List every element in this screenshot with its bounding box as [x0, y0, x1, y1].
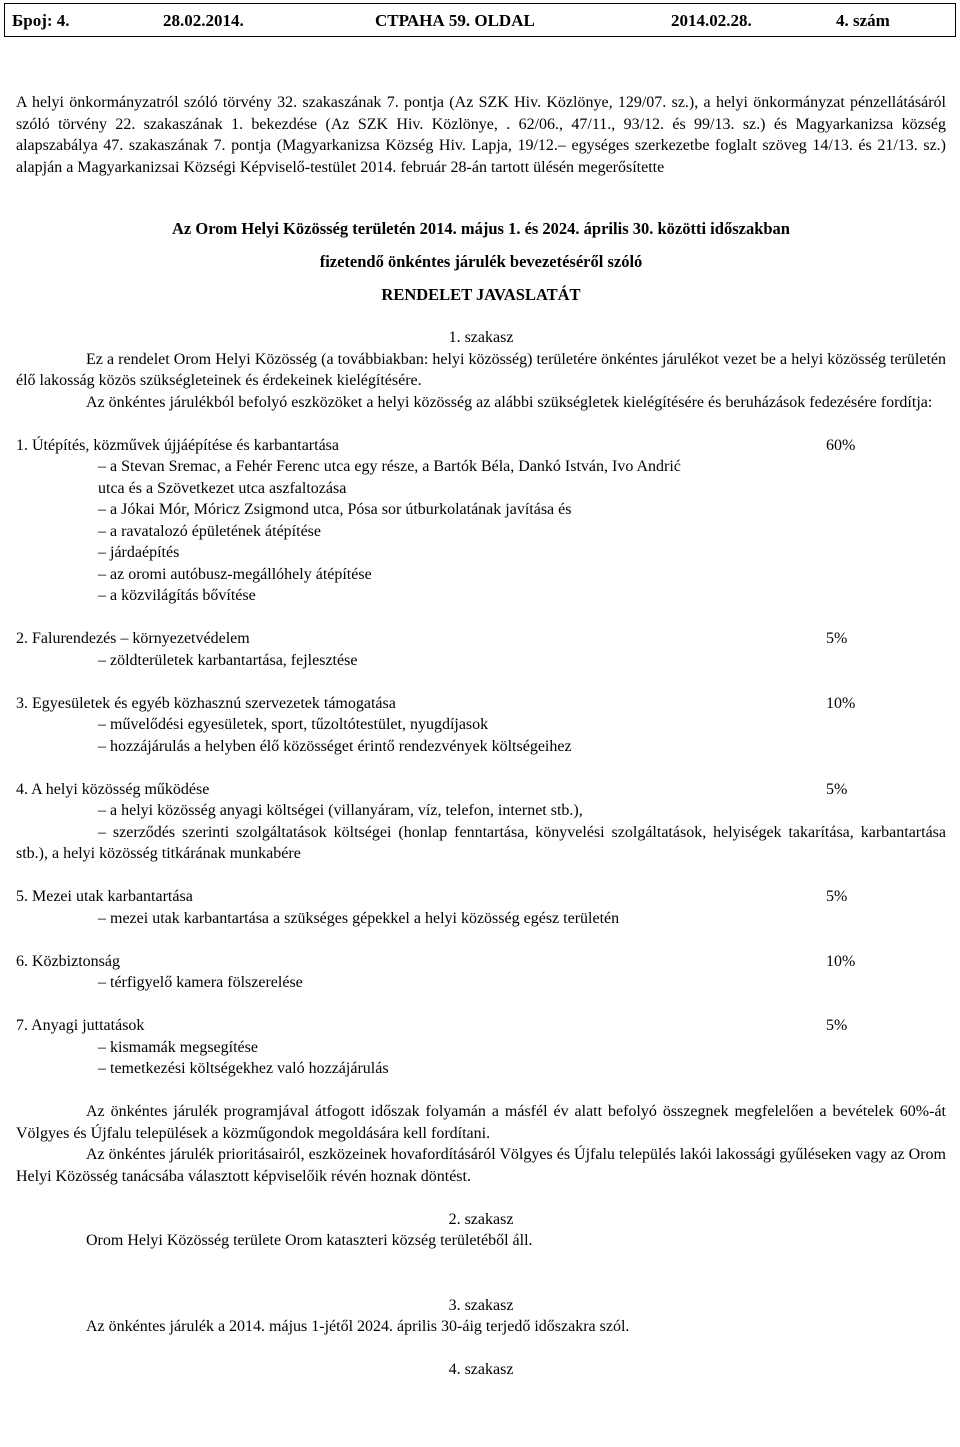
- item-6-sub-1: – térfigyelő kamera fölszerelése: [98, 974, 303, 991]
- header-broj: Број: 4.: [12, 11, 70, 30]
- item-4-sub-2: – szerződés szerinti szolgáltatások költségei (honlap fenntartása, könyvelési szolgáltatások, helyiségek takarítása, karbantartása stb.), a helyi közösség titkárának munkabére: [16, 823, 946, 862]
- section-4-heading: 4. szakasz: [448, 1361, 514, 1378]
- item-5: [16, 886, 946, 929]
- item-6: [16, 951, 946, 994]
- item-1: [16, 435, 946, 607]
- item-1-sub-6: – az oromi autóbusz-megállóhely átépítése: [98, 565, 372, 583]
- item-5-label: 5. Mezei utak karbantartása: [16, 888, 193, 905]
- closing-paragraph-1: Az önkéntes járulék programjával átfogott időszak folyamán a másfél év alatt befolyó összegnek megfelelően a bevételek 60%-át Völgyes és Újfalu települések a közműgondok megoldására kell fordítani.: [16, 1103, 946, 1142]
- item-2-label: 2. Falurendezés – környezetvédelem: [16, 630, 250, 647]
- section-2-text: Orom Helyi Közösség területe Orom kataszteri község területéből áll.: [86, 1232, 533, 1249]
- item-7: [16, 1015, 946, 1080]
- item-4: [16, 779, 946, 865]
- closing-paragraph-2: Az önkéntes járulék prioritásairól, eszközeinek hovafordításáról Völgyes és Újfalu település lakói lakossági gyűléseken vagy az Orom Helyi Közösség tanácsába választott képviselőik révén hoznak döntést.: [16, 1146, 946, 1185]
- item-7-label: 7. Anyagi juttatások: [16, 1017, 145, 1034]
- item-1-sub-2: utca és a Szövetkezet utca aszfaltozása: [98, 479, 347, 497]
- item-3-sub-2: – hozzájárulás a helyben élő közösséget érintő rendezvények költségeihez: [98, 737, 572, 755]
- item-3: [16, 693, 946, 758]
- item-5-percent: 5%: [826, 888, 848, 905]
- item-1-label: 1. Útépítés, közművek újjáépítése és karbantartása: [16, 436, 339, 454]
- section-3-heading: 3. szakasz: [448, 1296, 514, 1314]
- title-line-1: Az Orom Helyi Közösség területén 2014. május 1. és 2024. április 30. közötti időszakban: [172, 219, 790, 238]
- item-2-percent: 5%: [826, 630, 848, 647]
- item-4-percent: 5%: [826, 780, 848, 798]
- item-3-label: 3. Egyesületek és egyéb közhasznú szervezetek támogatása: [16, 694, 396, 712]
- item-2-sub-1: – zöldterületek karbantartása, fejlesztése: [98, 651, 358, 669]
- item-5-sub-1: – mezei utak karbantartása a szükséges gépekkel a helyi közösség egész területén: [98, 909, 620, 927]
- header-date-cyrillic: 28.02.2014.: [163, 11, 244, 30]
- header-issue-number: 4. szám: [836, 11, 890, 30]
- item-1-sub-3: – a Jókai Mór, Móricz Zsigmond utca, Pósa sor útburkolatának javítása és: [98, 501, 572, 518]
- header-page-number: СТРАНА 59. OLDAL: [375, 11, 535, 30]
- item-4-sub-1: – a helyi közösség anyagi költségei (villanyáram, víz, telefon, internet stb.),: [98, 802, 583, 819]
- item-6-label: 6. Közbiztonság: [16, 952, 120, 970]
- document-body: [16, 92, 946, 1381]
- section-1-paragraph-1: Ez a rendelet Orom Helyi Közösség (a továbbiakban: helyi közösség) területére önkéntes járulékot vezet be a helyi közösség területén élő lakosság közös szükségleteinek és érdekeinek kielégítésére.: [16, 350, 946, 389]
- item-3-sub-1: – művelődési egyesületek, sport, tűzoltótestület, nyugdíjasok: [98, 716, 489, 733]
- section-3-text: Az önkéntes járulék a 2014. május 1-jétől 2024. április 30-áig terjedő időszakra szól.: [86, 1318, 630, 1335]
- section-1-paragraph-2: Az önkéntes járulékból befolyó eszközöket a helyi közösség az alábbi szükségletek kielégítésére és beruházások fedezésére fordítja:: [86, 393, 933, 411]
- title-line-3: RENDELET JAVASLATÁT: [381, 285, 581, 304]
- item-1-sub-5: – járdaépítés: [98, 544, 180, 561]
- item-1-sub-4: – a ravatalozó épületének átépítése: [98, 522, 321, 540]
- item-1-percent: 60%: [826, 436, 856, 454]
- section-2-heading: 2. szakasz: [448, 1210, 514, 1228]
- item-7-sub-2: – temetkezési költségekhez való hozzájárulás: [98, 1060, 389, 1077]
- item-1-sub-1: – a Stevan Sremac, a Fehér Ferenc utca egy része, a Bartók Béla, Dankó István, Ivo Andrić: [98, 458, 681, 475]
- item-7-sub-1: – kismamák megsegítése: [98, 1038, 258, 1056]
- section-1-heading: 1. szakasz: [448, 329, 514, 346]
- item-4-label: 4. A helyi közösség működése: [16, 780, 210, 798]
- item-6-percent: 10%: [826, 952, 856, 970]
- preamble-paragraph: A helyi önkormányzatról szóló törvény 32. szakaszának 7. pontja (Az SZK Hiv. Közlönye, 129/07. sz.), a helyi önkormányzat pénzellátásáról szóló törvény 22. szakaszának 1. bekezdése (Az SZK Hiv. Közlönye, . 62/06., 47/11., 93/12. és 99/13. sz.) és Magyarkanizsa község alapszabálya 47. szakaszának 7. pontja (Magyarkanizsa Község Hiv. Lapja, 19/12.– egységes szerkezetbe foglalt szöveg 14/13. és 21/13. sz.) alapján a Magyarkanizsai Községi Képviselő-testület 2014. február 28-án tartott ülésén megerősítette: [16, 94, 946, 176]
- item-2: [16, 628, 946, 671]
- item-1-sub-7: – a közvilágítás bővítése: [98, 587, 256, 604]
- page-header: [4, 3, 956, 37]
- title-line-2: fizetendő önkéntes járulék bevezetéséről szóló: [319, 252, 643, 271]
- item-7-percent: 5%: [826, 1017, 848, 1034]
- item-3-percent: 10%: [826, 694, 856, 712]
- header-date-hungarian: 2014.02.28.: [671, 11, 752, 30]
